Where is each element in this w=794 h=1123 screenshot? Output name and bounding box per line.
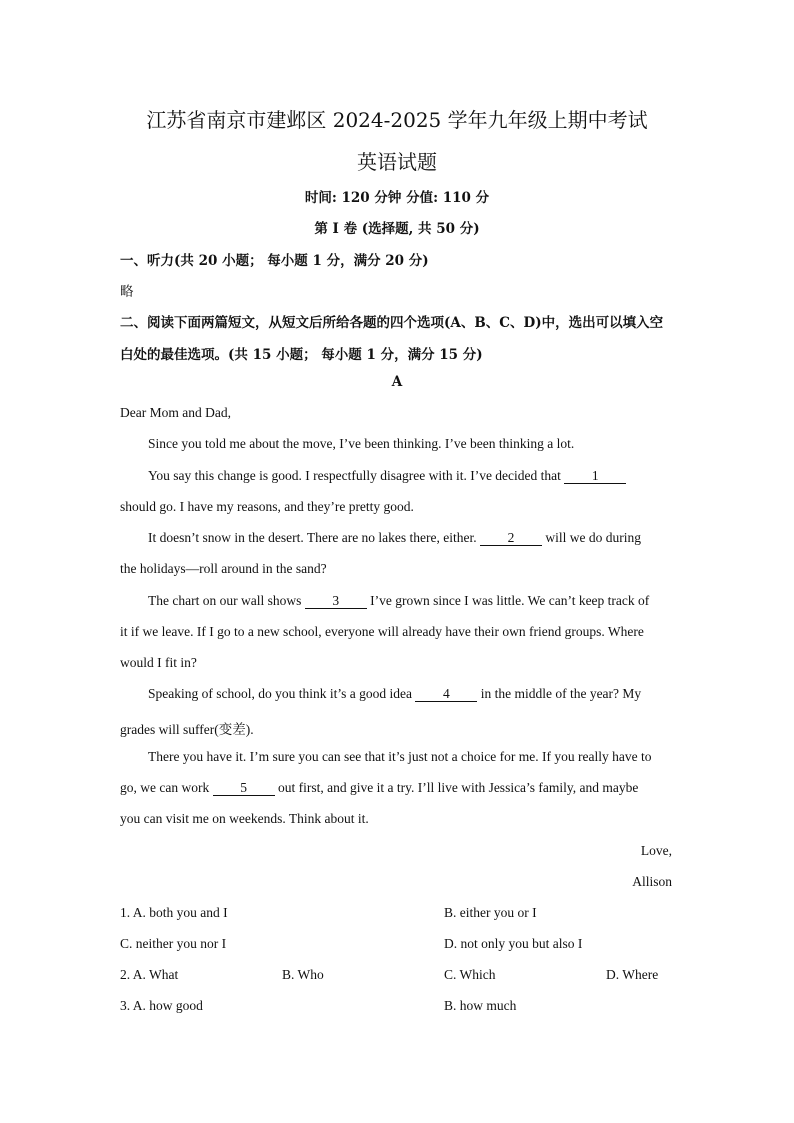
paragraph-6-text-b: out first, and give it a try. I’ll live with Jessica’s family, and maybe — [274, 780, 639, 795]
q2-option-c: C. Which — [444, 967, 496, 982]
closing: Love, — [640, 843, 672, 858]
paragraph-4-line-2: it if we leave. If I go to a new school, everyone will already have their own friend groups. Where — [120, 624, 644, 639]
q1-option-b: B. either you or I — [444, 905, 537, 920]
blank-4: 4 — [415, 687, 477, 702]
paragraph-3-line-1 — [148, 530, 641, 546]
blank-3: 3 — [305, 594, 367, 609]
blank-2: 2 — [480, 531, 542, 546]
title-line-1: 江苏省南京市建邺区 2024-2025 学年九年级上期中考试 — [146, 108, 648, 132]
paragraph-6-line-1: There you have it. I’m sure you can see that it’s just not a choice for me. If you really have to — [148, 749, 652, 764]
paragraph-5-text-b: in the middle of the year? My — [477, 686, 642, 701]
paragraph-2-line-1 — [148, 468, 626, 484]
q1-option-d: D. not only you but also I — [444, 936, 583, 951]
title-line-2: 英语试题 — [357, 150, 437, 174]
section2-heading-line2: 白处的最佳选项。(共 15 小题； 每小题 1 分，满分 15 分) — [120, 347, 483, 363]
section2-heading-line1: 二、阅读下面两篇短文，从短文后所给各题的四个选项(A、B、C、D)中，选出可以填入空 — [120, 315, 664, 331]
paragraph-3-line-2: the holidays—roll around in the sand? — [120, 561, 327, 576]
paragraph-3-text-a: It doesn’t snow in the desert. There are no lakes there, either. — [148, 530, 481, 545]
paragraph-6-text-a: go, we can work — [120, 780, 213, 795]
blank-5: 5 — [213, 781, 275, 796]
q2-option-d: D. Where — [606, 967, 659, 982]
volume-heading: 第 I 卷 (选择题, 共 50 分) — [314, 221, 480, 237]
paragraph-5-text-a: Speaking of school, do you think it’s a good idea — [148, 686, 416, 701]
q1-option-a: 1. A. both you and I — [120, 905, 228, 920]
paragraph-1: Since you told me about the move, I’ve been thinking. I’ve been thinking a lot. — [148, 436, 575, 451]
q3-option-a: 3. A. how good — [120, 998, 203, 1013]
paragraph-4-line-3: would I fit in? — [120, 655, 197, 670]
q2-option-a: 2. A. What — [120, 967, 179, 982]
paragraph-3-text-b: will we do during — [542, 530, 642, 545]
q3-option-b: B. how much — [444, 998, 517, 1013]
salutation: Dear Mom and Dad, — [120, 405, 231, 420]
signature: Allison — [632, 874, 672, 889]
paragraph-2-text: You say this change is good. I respectfully disagree with it. I’ve decided that — [148, 468, 565, 483]
paragraph-2-line-2: should go. I have my reasons, and they’re pretty good. — [120, 499, 414, 514]
q2-option-b: B. Who — [282, 967, 324, 982]
paragraph-4-line-1 — [148, 593, 649, 609]
time-score: 时间: 120 分钟 分值: 110 分 — [304, 190, 490, 206]
paragraph-6-line-2 — [120, 780, 638, 796]
q1-option-c: C. neither you nor I — [120, 936, 227, 951]
passage-label: A — [391, 374, 403, 390]
blank-1: 1 — [564, 469, 626, 484]
section1-heading: 一、听力(共 20 小题； 每小题 1 分，满分 20 分) — [120, 253, 429, 269]
section1-note: 略 — [120, 284, 134, 300]
paragraph-5-line-2: grades will suffer(变差). — [120, 722, 254, 737]
paragraph-4-text-b: I’ve grown since I was little. We can’t keep track of — [366, 593, 650, 608]
paragraph-6-line-3: you can visit me on weekends. Think about it. — [120, 811, 369, 826]
paragraph-5-line-1 — [148, 686, 641, 702]
paragraph-4-text-a: The chart on our wall shows — [148, 593, 305, 608]
